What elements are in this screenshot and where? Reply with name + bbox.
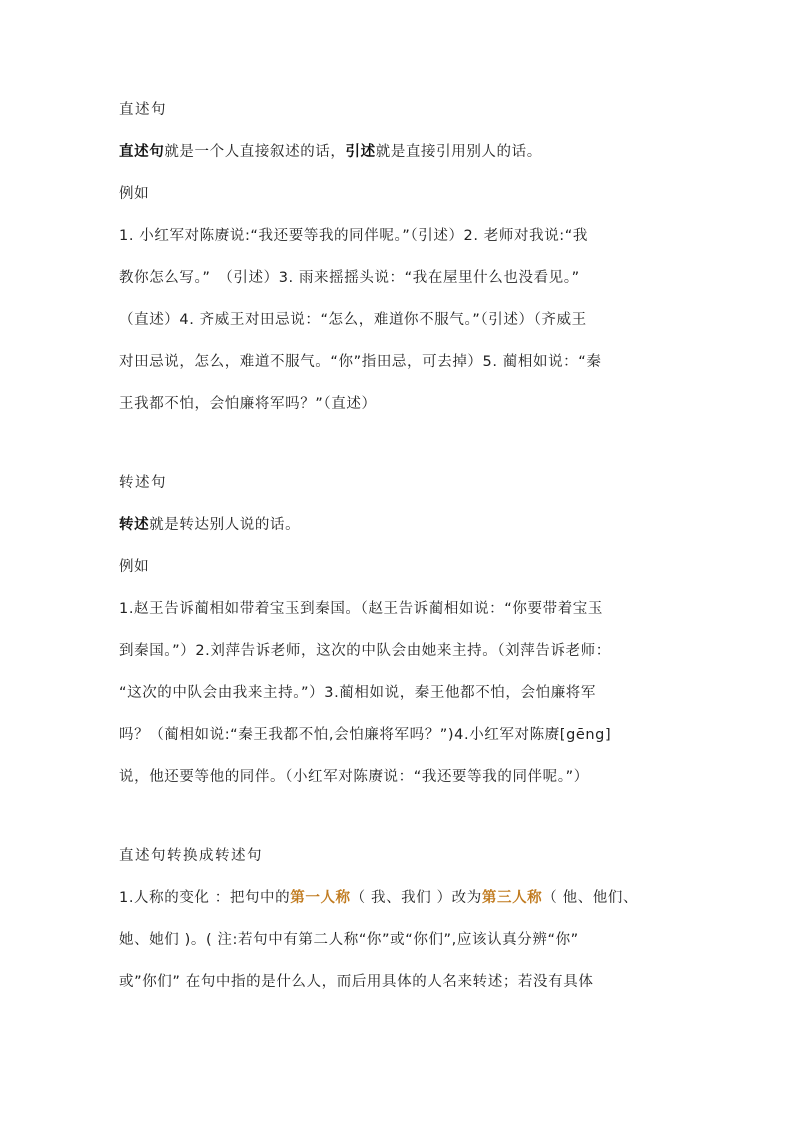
direct-example-label: 例如 — [119, 186, 150, 202]
section-heading-convert: 直述句转换成转述句 — [119, 848, 263, 864]
convert-rule-part: （ 他、他们、 — [542, 890, 639, 906]
indirect-definition — [119, 515, 679, 535]
direct-example-line: （直述）4. 齐威王对田忌说：“怎么，难道你不服气。”（引述）（齐威王 — [119, 312, 587, 328]
indirect-example-line: “这次的中队会由我来主持。”）3.蔺相如说，秦王他都不怕，会怕廉将军 — [119, 685, 597, 701]
convert-rule-line — [119, 888, 679, 908]
section-heading-direct: 直述句 — [119, 102, 167, 118]
highlight-third-person: 第三人称 — [481, 890, 543, 906]
direct-definition-mid: 就是一个人直接叙述的话， — [164, 144, 346, 160]
convert-rule-part: 1.人称的变化 ：把句中的 — [119, 890, 291, 906]
document-content — [119, 100, 679, 992]
convert-rule-line: 或”你们” 在句中指的是什么人，而后用具体的人名来转述；若没有具体 — [119, 974, 594, 990]
term-quote: 引述 — [345, 144, 376, 160]
term-direct: 直述句 — [119, 144, 165, 160]
indirect-example-line: 说，他还要等他的同伴。（小红军对陈赓说：“我还要等我的同伴呢。”） — [119, 769, 589, 785]
term-indirect: 转述 — [119, 517, 150, 533]
direct-definition — [119, 142, 679, 162]
convert-rule-part: （ 我、我们 ）改为 — [350, 890, 482, 906]
convert-rule-line: 她、她们 )。( 注:若句中有第二人称“你”或“你们”,应该认真分辨“你” — [119, 932, 579, 948]
direct-example-line: 教你怎么写。” （引述）3. 雨来摇摇头说：“我在屋里什么也没看见。” — [119, 270, 580, 286]
highlight-first-person: 第一人称 — [290, 890, 351, 906]
indirect-example-line: 1.赵王告诉蔺相如带着宝玉到秦国。（赵王告诉蔺相如说：“你要带着宝玉 — [119, 601, 603, 617]
direct-example-line: 1. 小红军对陈赓说:“我还要等我的同伴呢。”（引述）2. 老师对我说:“我 — [119, 228, 588, 244]
indirect-definition-end: 就是转达别人说的话。 — [149, 517, 301, 533]
direct-definition-end: 就是直接引用别人的话。 — [375, 144, 542, 160]
direct-example-line: 王我都不怕，会怕廉将军吗？”（直述） — [119, 396, 377, 412]
indirect-example-line: 到秦国。”）2.刘萍告诉老师，这次的中队会由她来主持。（刘萍告诉老师： — [119, 643, 611, 659]
indirect-example-line: 吗？（蔺相如说:“秦王我都不怕,会怕廉将军吗？”)4.小红军对陈赓[gēng] — [119, 727, 612, 743]
section-heading-indirect: 转述句 — [119, 475, 167, 491]
indirect-example-label: 例如 — [119, 559, 150, 575]
direct-example-line: 对田忌说，怎么，难道不服气。“你”指田忌，可去掉）5. 蔺相如说：“秦 — [119, 354, 602, 370]
